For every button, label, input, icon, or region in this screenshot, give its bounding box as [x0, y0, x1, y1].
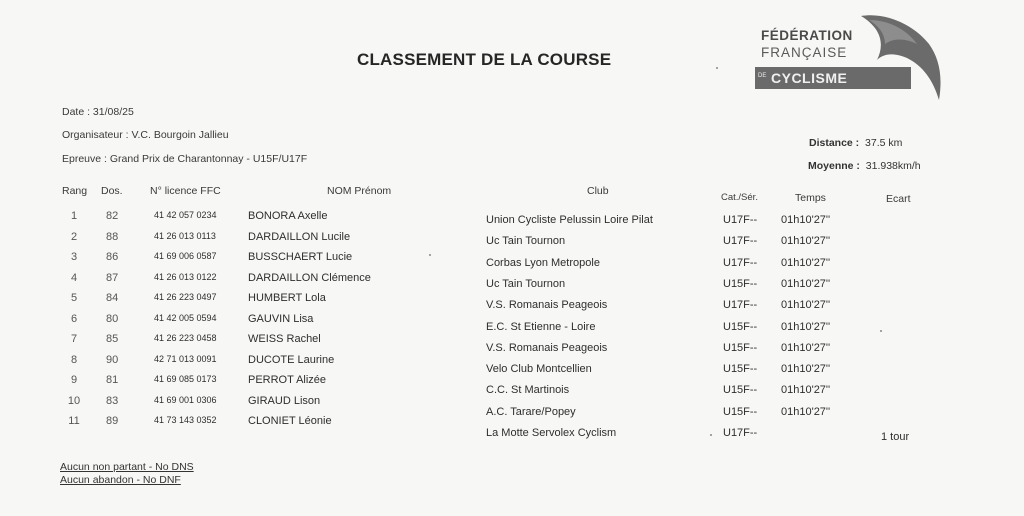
cell-club: Uc Tain Tournon	[486, 235, 566, 248]
cell-dos: 86	[106, 251, 119, 263]
cell-temps: 01h10'27''	[781, 405, 831, 418]
race-organizer: Organisateur : V.C. Bourgoin Jallieu	[62, 129, 229, 141]
cell-licence: 41 26 223 0458	[154, 333, 217, 343]
average-label: Moyenne :	[808, 160, 860, 172]
cell-temps: 01h10'27''	[781, 384, 831, 397]
cell-cat: U15F--	[723, 405, 758, 418]
cell-club: A.C. Tarare/Popey	[486, 405, 576, 418]
cell-nom: DUCOTE Laurine	[248, 353, 335, 366]
header-club: Club	[587, 185, 609, 197]
cell-club: C.C. St Martinois	[486, 384, 570, 397]
cell-temps: 01h10'27''	[781, 320, 831, 333]
cell-club: V.S. Romanais Peageois	[486, 341, 608, 354]
cell-club: Union Cycliste Pelussin Loire Pilat	[486, 214, 653, 226]
cell-club: Velo Club Montcellien	[486, 363, 592, 376]
cell-club: E.C. St Etienne - Loire	[486, 320, 596, 333]
distance-label: Distance :	[809, 137, 860, 149]
cell-nom: DARDAILLON Clémence	[248, 271, 371, 284]
cell-dos: 81	[106, 374, 119, 386]
cell-dos: 83	[106, 394, 119, 407]
cell-cat: U17F--	[723, 299, 758, 312]
cell-temps: 01h10'27''	[781, 277, 831, 290]
race-date: Date : 31/08/25	[62, 106, 134, 118]
cell-rang: 7	[70, 333, 78, 345]
scan-speck	[716, 67, 718, 69]
cell-cat: U15F--	[723, 384, 758, 397]
cell-licence: 41 73 143 0352	[154, 415, 217, 425]
cell-cat: U17F--	[723, 214, 758, 226]
distance-value: 37.5 km	[865, 137, 903, 149]
cell-nom: DARDAILLON Lucile	[248, 230, 351, 243]
scan-speck	[429, 254, 431, 256]
cell-temps: 01h10'27''	[781, 235, 831, 248]
cell-cat: U17F--	[723, 235, 758, 248]
cell-nom: PERROT Alizée	[248, 374, 327, 386]
cell-temps: 01h10'27''	[781, 299, 831, 312]
footer-dns: Aucun non partant - No DNS	[60, 461, 194, 473]
cell-dos: 87	[106, 271, 119, 284]
cell-rang: 1	[70, 210, 78, 222]
scan-speck	[710, 434, 712, 436]
cell-licence: 41 42 005 0594	[154, 312, 217, 323]
cell-temps: 01h10'27''	[781, 363, 831, 376]
cell-licence: 41 26 013 0113	[154, 230, 216, 241]
cell-nom: BUSSCHAERT Lucie	[248, 251, 353, 263]
cell-nom: CLONIET Léonie	[248, 415, 332, 427]
header-nom: NOM Prénom	[327, 185, 392, 197]
footer-dnf: Aucun abandon - No DNF	[60, 474, 181, 486]
cell-licence: 42 71 013 0091	[154, 353, 217, 364]
logo-bar-de: DE	[758, 73, 767, 79]
race-average-speed	[808, 160, 921, 172]
cell-dos: 82	[106, 210, 119, 222]
header-temps: Temps	[795, 192, 826, 204]
cell-cat: U15F--	[723, 320, 758, 333]
cell-dos: 84	[106, 292, 119, 304]
cell-licence: 41 26 013 0122	[154, 271, 217, 282]
cell-temps: 01h10'27''	[781, 256, 831, 269]
cell-dos: 90	[106, 353, 119, 366]
average-value: 31.938km/h	[865, 160, 921, 172]
cell-licence: 41 69 001 0306	[154, 394, 217, 405]
cell-licence: 41 26 223 0497	[154, 292, 217, 302]
cell-cat: U17F--	[723, 427, 758, 439]
ffc-swoosh-icon	[855, 14, 947, 106]
header-licence: N° licence FFC	[150, 185, 221, 197]
cell-dos: 89	[106, 415, 119, 427]
page-title: CLASSEMENT DE LA COURSE	[357, 50, 612, 69]
cell-temps: 01h10'27''	[781, 341, 831, 354]
cell-licence: 41 69 085 0173	[154, 374, 217, 384]
race-event: Epreuve : Grand Prix de Charantonnay - U15F/U17F	[62, 153, 308, 165]
header-dos: Dos.	[101, 185, 123, 197]
cell-cat: U17F--	[723, 256, 758, 269]
cell-club: Corbas Lyon Metropole	[486, 256, 600, 269]
scan-speck	[880, 330, 882, 332]
cell-rang: 6	[70, 312, 78, 325]
logo-bar-text: CYCLISME	[771, 70, 848, 86]
cell-licence: 41 69 006 0587	[154, 251, 217, 261]
cell-rang: 11	[68, 415, 80, 427]
cell-nom: BONORA Axelle	[248, 210, 328, 222]
cell-nom: WEISS Rachel	[248, 333, 321, 345]
cell-club: La Motte Servolex Cyclism	[486, 427, 617, 439]
cell-nom: GIRAUD Lison	[248, 394, 321, 407]
cell-dos: 80	[106, 312, 119, 325]
cell-rang: 2	[70, 230, 78, 243]
cell-dos: 88	[106, 230, 119, 243]
cell-nom: HUMBERT Lola	[248, 292, 326, 304]
cell-cat: U15F--	[723, 363, 758, 376]
cell-club: Uc Tain Tournon	[486, 277, 566, 290]
cell-rang: 10	[67, 394, 81, 407]
cell-licence: 41 42 057 0234	[154, 210, 217, 220]
cell-rang: 8	[70, 353, 78, 366]
cell-cat: U15F--	[723, 277, 758, 290]
cell-dos: 85	[106, 333, 119, 345]
ffc-logo	[755, 14, 945, 106]
cell-rang: 3	[70, 251, 78, 263]
cell-cat: U15F--	[723, 341, 758, 354]
logo-bar	[755, 67, 911, 89]
race-distance	[809, 137, 902, 149]
logo-line-1: FÉDÉRATION	[761, 28, 853, 43]
header-rang: Rang	[62, 185, 88, 197]
cell-club: V.S. Romanais Peageois	[486, 299, 608, 312]
cell-rang: 9	[70, 374, 78, 386]
logo-line-2: FRANÇAISE	[761, 45, 848, 60]
cell-ecart: 1 tour	[881, 431, 910, 443]
cell-nom: GAUVIN Lisa	[248, 312, 314, 325]
header-ecart: Ecart	[886, 193, 911, 205]
header-cat: Cat./Sér.	[721, 192, 758, 203]
cell-rang: 5	[70, 292, 78, 304]
cell-rang: 4	[70, 271, 78, 284]
cell-temps: 01h10'27''	[781, 214, 831, 226]
